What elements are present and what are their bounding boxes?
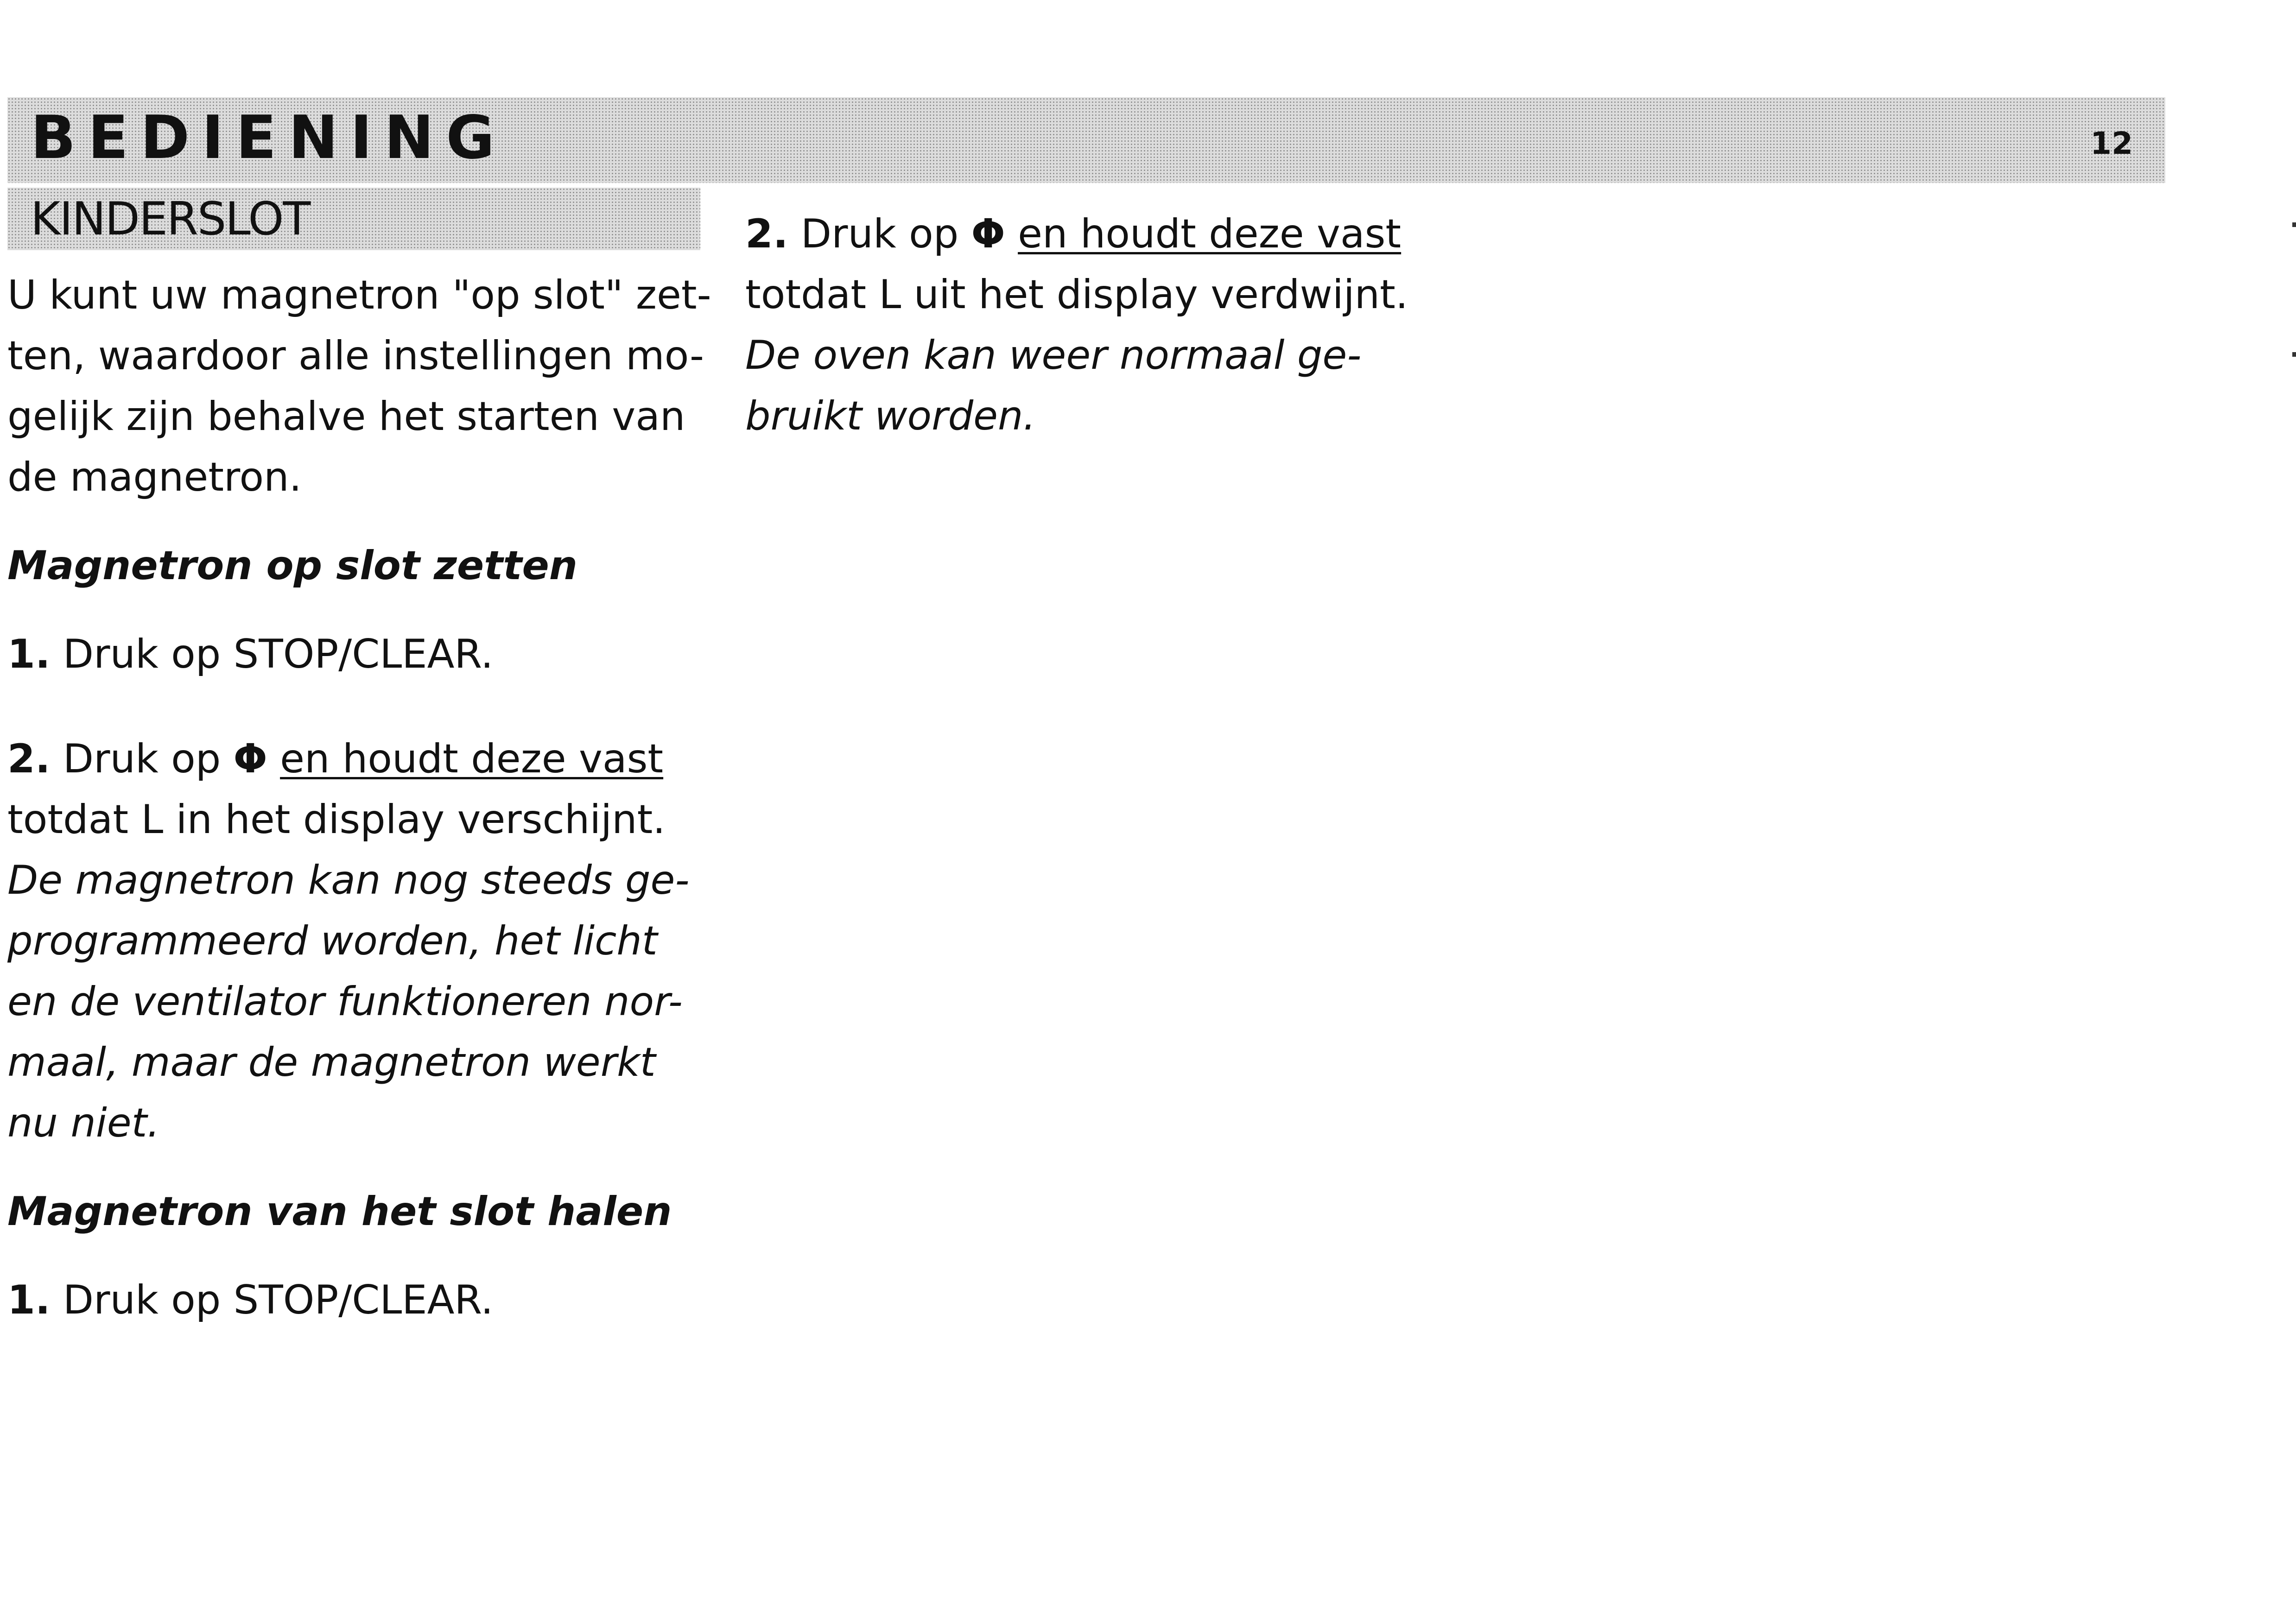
intro-line-1: U kunt uw magnetron "op slot" zet- xyxy=(7,272,711,318)
clock-symbol-icon: Φ xyxy=(971,211,1005,257)
lock-note-line-2: programmeerd worden, het licht xyxy=(7,918,658,964)
lock-step-2 xyxy=(7,729,730,790)
unlock-heading: Magnetron van het slot halen xyxy=(7,1188,672,1235)
page-number: 12 xyxy=(2090,126,2133,161)
section-header-band xyxy=(7,97,2165,183)
lock-step-2-text: Druk op xyxy=(63,736,221,782)
right-column xyxy=(745,204,1487,447)
unlock-step-2-line-2: totdat L uit het display verdwijnt. xyxy=(745,272,1408,318)
unlock-step-2-text: Druk op xyxy=(800,211,959,257)
lock-heading: Magnetron op slot zetten xyxy=(7,543,578,589)
intro-line-3: gelijk zijn behalve het starten van xyxy=(7,393,685,440)
intro-line-4: de magnetron. xyxy=(7,454,302,500)
lock-step-1-text: Druk op STOP/CLEAR. xyxy=(63,631,494,677)
clock-symbol-icon: Φ xyxy=(233,736,267,782)
subheading-kinderslot: KINDERSLOT xyxy=(31,193,310,246)
unlock-step-2-number: 2. xyxy=(745,211,788,257)
left-column xyxy=(7,265,730,1331)
unlock-step-2-underlined: en houdt deze vast xyxy=(1018,211,1402,257)
unlock-step-1-text: Druk op STOP/CLEAR. xyxy=(63,1277,494,1323)
scan-edge-mark xyxy=(2292,222,2296,227)
scan-edge-mark xyxy=(2292,352,2296,357)
lock-note-line-3: en de ventilator funktioneren nor- xyxy=(7,979,683,1025)
intro-line-2: ten, waardoor alle instellingen mo- xyxy=(7,333,704,379)
lock-step-2-number: 2. xyxy=(7,736,51,782)
unlock-note-line-1: De oven kan weer normaal ge- xyxy=(745,332,1362,379)
lock-note-line-1: De magnetron kan nog steeds ge- xyxy=(7,857,690,903)
unlock-step-1-number: 1. xyxy=(7,1277,51,1323)
unlock-step-2 xyxy=(745,204,1487,265)
lock-step-2-underlined: en houdt deze vast xyxy=(280,736,664,782)
unlock-note-line-2: bruikt worden. xyxy=(745,393,1036,439)
lock-note-line-4: maal, maar de magnetron werkt xyxy=(7,1039,656,1086)
lock-step-1-number: 1. xyxy=(7,631,51,677)
unlock-step-1 xyxy=(7,1270,730,1331)
subheading-box xyxy=(7,188,700,250)
lock-note-line-5: nu niet. xyxy=(7,1100,160,1146)
lock-step-1 xyxy=(7,624,730,685)
lock-step-2-line-2: totdat L in het display verschijnt. xyxy=(7,796,666,843)
section-title: BEDIENING xyxy=(31,103,507,172)
